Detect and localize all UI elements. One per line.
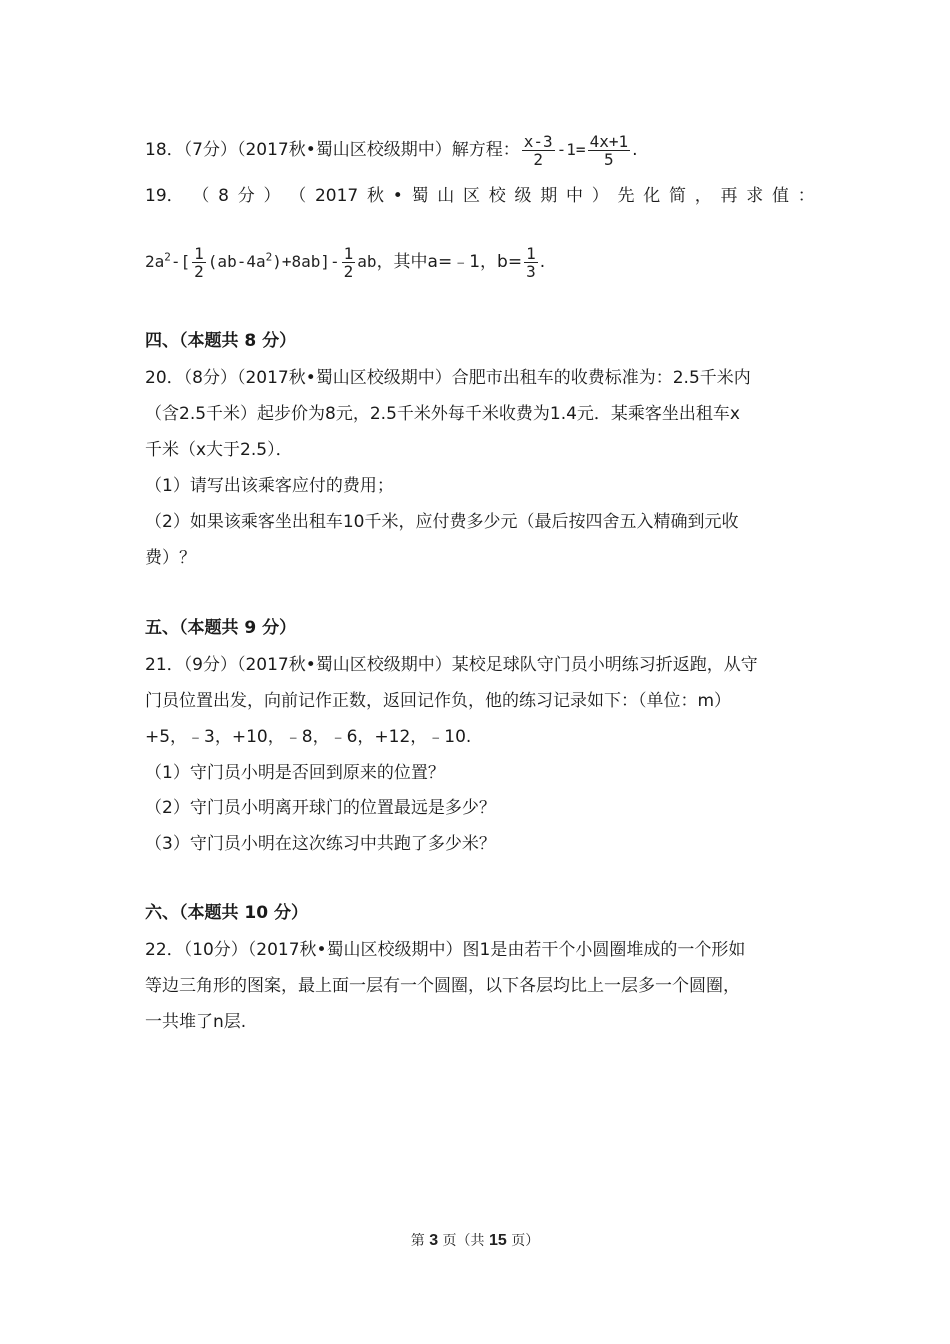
- footer-text: 页）: [511, 1233, 540, 1249]
- q21-part-2: （2）守门员小明离开球门的位置最远是多少？: [145, 798, 496, 818]
- fraction-numerator: x-3: [523, 132, 553, 151]
- section-6-heading: 六、（本题共 10 分）: [145, 903, 308, 923]
- q18-equation: [520, 132, 632, 169]
- q19-token: 期: [540, 186, 558, 206]
- question-18: [145, 133, 815, 168]
- q22-line: 等边三角形的图案，最上面一层有一个圆圈，以下各层均比上一层多一个圆圈，: [145, 976, 740, 996]
- question-19-expression: [145, 245, 815, 280]
- q18-prefix: 18．（7分）（2017秋•蜀山区校级期中）解方程：: [145, 140, 520, 160]
- q19-token: 19．: [145, 186, 184, 206]
- q20-line: 20．（8分）（2017秋•蜀山区校级期中）合肥市出租车的收费标准为：2.5千米内: [145, 368, 751, 388]
- q19-token: 8: [218, 186, 229, 206]
- q21-line: 21．（9分）（2017秋•蜀山区校级期中）某校足球队守门员小明练习折返跑，从守: [145, 655, 758, 675]
- q19-end: .: [539, 252, 546, 272]
- fraction-numerator: 1: [343, 244, 354, 263]
- q19-condition: ，其中a=﹣1，b=: [376, 252, 523, 272]
- fraction-denominator: 5: [604, 150, 614, 169]
- fraction-numerator: 1: [194, 244, 204, 263]
- footer-text: 页（共: [442, 1233, 485, 1249]
- q19-token: 求: [746, 186, 764, 206]
- equation-middle: -1=: [556, 140, 586, 159]
- q21-line: 门员位置出发，向前记作正数，返回记作负，他的练习记录如下：（单位：m）: [145, 691, 732, 711]
- q21-part-3: （3）守门员小明在这次练习中共跑了多少米？: [145, 834, 496, 854]
- footer-page-number: 3: [429, 1232, 439, 1249]
- section-4-heading: 四、（本题共 8 分）: [145, 331, 297, 351]
- q19-token: 蜀: [411, 186, 429, 206]
- question-19-header: [145, 185, 815, 207]
- q19-token: 校: [488, 186, 506, 206]
- fraction-numerator: 1: [526, 244, 536, 263]
- expr-part: (ab-4a: [207, 252, 266, 271]
- fraction-denominator: 2: [343, 262, 354, 281]
- fraction-half: [342, 245, 356, 280]
- q18-fraction-left: [522, 133, 555, 168]
- page-footer: [0, 1230, 950, 1250]
- q22-line: 一共堆了n层.: [145, 1012, 247, 1032]
- q18-suffix: .: [632, 140, 638, 160]
- exponent: 2: [164, 250, 171, 264]
- fraction-numerator: 4x+1: [589, 132, 629, 151]
- expr-part: -[: [170, 252, 191, 271]
- q19-token: 简: [669, 186, 687, 206]
- q20-part-2: （2）如果该乘客坐出租车10千米，应付费多少元（最后按四舍五入精确到元收: [145, 512, 739, 532]
- q19-token: 秋: [366, 186, 384, 206]
- q19-token: 再: [720, 186, 738, 206]
- q19-token: 值: [772, 186, 790, 206]
- fraction-denominator: 2: [533, 150, 544, 169]
- section-5-heading: 五、（本题共 9 分）: [145, 618, 297, 638]
- q19-token: •: [392, 186, 403, 206]
- q19-token: 分: [237, 186, 255, 206]
- q19-token: 级: [514, 186, 532, 206]
- q19-token: 先: [617, 186, 635, 206]
- fraction-half: [192, 245, 206, 280]
- q19-token: （: [289, 186, 307, 206]
- q20-line: （含2.5千米）起步价为8元，2.5千米外每千米收费为1.4元．某乘客坐出租车x: [145, 404, 740, 424]
- q19-token: 化: [643, 186, 661, 206]
- fraction-third: [524, 245, 538, 280]
- q19-formula: [145, 244, 377, 281]
- expr-part: ab: [357, 252, 377, 271]
- q19-token: ）: [263, 186, 281, 206]
- q19-token: 区: [463, 186, 481, 206]
- exponent: 2: [265, 250, 273, 264]
- q22-line: 22．（10分）（2017秋•蜀山区校级期中）图1是由若干个小圆圈堆成的一个形如: [145, 940, 746, 960]
- q20-part-1: （1）请写出该乘客应付的费用；: [145, 476, 394, 496]
- q19-token: ，: [694, 186, 712, 206]
- q19-token: （: [192, 186, 210, 206]
- q19-token: 山: [437, 186, 455, 206]
- q19-token: 2017: [314, 186, 359, 206]
- q21-record: +5，﹣3，+10，﹣8，﹣6，+12，﹣10.: [145, 727, 472, 747]
- fraction-denominator: 2: [194, 262, 204, 281]
- q21-part-1: （1）守门员小明是否回到原来的位置？: [145, 763, 445, 783]
- q19-token: 中: [566, 186, 584, 206]
- q18-fraction-right: [588, 133, 631, 168]
- footer-text: 第: [410, 1233, 425, 1249]
- q19-token: ：: [797, 186, 815, 206]
- fraction-denominator: 3: [526, 262, 536, 281]
- q19-token: ）: [591, 186, 609, 206]
- q19-b-value: [522, 244, 540, 281]
- footer-total-pages: 15: [489, 1232, 507, 1249]
- q20-line: 费）？: [145, 548, 196, 568]
- expr-part: 2a: [145, 252, 165, 271]
- q20-line: 千米（x大于2.5）．: [145, 440, 293, 460]
- expr-part: )+8ab]-: [272, 252, 340, 271]
